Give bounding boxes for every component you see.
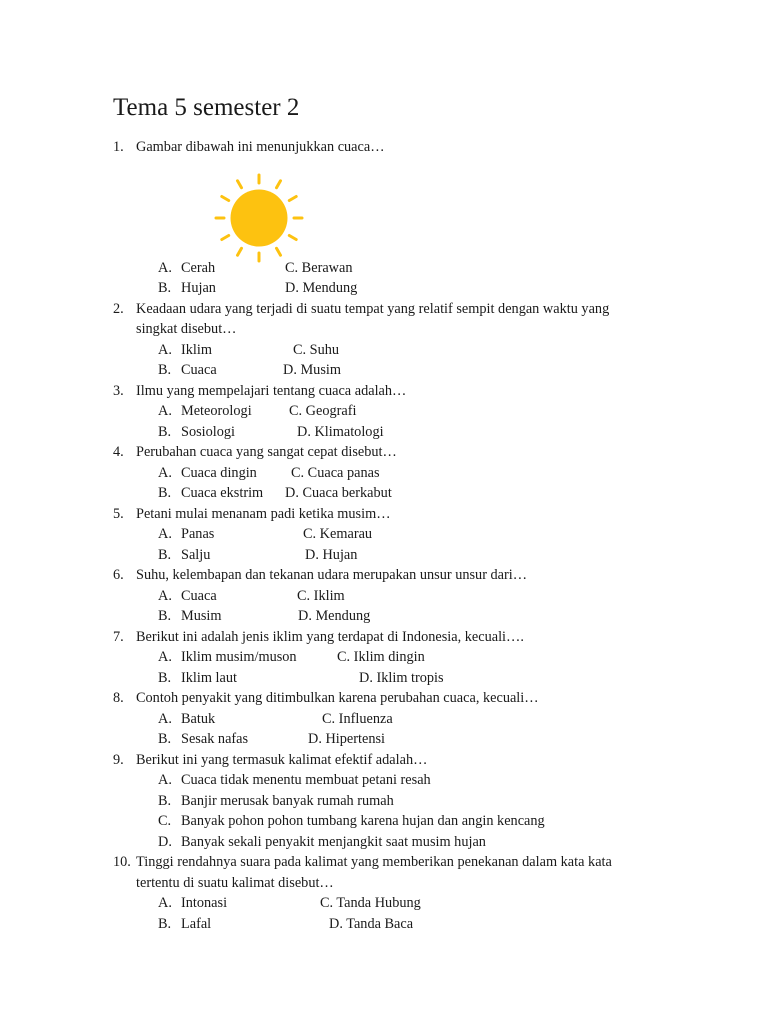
- question-7: [0, 627, 768, 648]
- option-text: D. Mendung: [285, 280, 358, 296]
- option-row: [0, 278, 768, 299]
- question-text: singkat disebut…: [136, 321, 237, 337]
- option-letter: B.: [158, 669, 172, 686]
- option-row: [0, 524, 768, 545]
- option-letter: A.: [158, 895, 172, 911]
- question-text: Berikut ini adalah jenis iklim yang terdapat di Indonesia, kecuali….: [136, 628, 524, 645]
- question-1: [0, 137, 768, 158]
- question-number: 7.: [113, 628, 124, 645]
- option-row: [0, 545, 768, 566]
- option-row: [0, 422, 768, 443]
- question-text: Berikut ini yang termasuk kalimat efektif adalah…: [136, 751, 428, 768]
- option-text: Cuaca: [181, 362, 217, 378]
- question-text-continued: [0, 873, 768, 894]
- question-number: 9.: [113, 751, 124, 768]
- page-title: Tema 5 semester 2: [113, 94, 300, 121]
- option-row: [0, 401, 768, 422]
- question-8: [0, 688, 768, 709]
- option-letter: A.: [158, 772, 172, 788]
- option-text: Batuk: [181, 710, 216, 727]
- option-text: D. Musim: [283, 362, 341, 378]
- option-letter: B.: [158, 485, 172, 501]
- option-row: [0, 709, 768, 730]
- option-row: [0, 770, 768, 791]
- option-letter: A.: [158, 587, 172, 604]
- option-text: Hujan: [181, 280, 216, 296]
- option-letter: B.: [158, 423, 172, 440]
- option-text: Iklim: [181, 341, 212, 358]
- option-text: D. Tanda Baca: [329, 915, 414, 932]
- question-text: Gambar dibawah ini menunjukkan cuaca…: [136, 139, 385, 155]
- option-row: [0, 668, 768, 689]
- option-letter: D.: [158, 833, 172, 850]
- option-letter: B.: [158, 608, 172, 624]
- option-text: D. Cuaca berkabut: [285, 485, 392, 501]
- option-text: Salju: [181, 546, 211, 563]
- option-text: C. Berawan: [285, 259, 353, 276]
- option-row: [0, 483, 768, 504]
- option-text: D. Iklim tropis: [359, 669, 444, 686]
- question-2: [0, 299, 768, 320]
- question-4: [0, 442, 768, 463]
- option-text: Banjir merusak banyak rumah rumah: [181, 792, 394, 809]
- question-number: 4.: [113, 444, 124, 460]
- option-text: D. Hipertensi: [308, 731, 386, 747]
- option-text: C. Iklim dingin: [337, 649, 425, 665]
- option-letter: A.: [158, 710, 172, 727]
- question-5: [0, 504, 768, 525]
- question-number: 2.: [113, 300, 124, 317]
- option-text: Meteorologi: [181, 403, 252, 419]
- question-6: [0, 565, 768, 586]
- option-text: C. Kemarau: [303, 526, 373, 542]
- option-text: Sosiologi: [181, 423, 236, 440]
- option-text: Cuaca dingin: [181, 464, 257, 481]
- option-row: [0, 914, 768, 935]
- option-letter: A.: [158, 403, 172, 419]
- option-text: Intonasi: [181, 895, 228, 911]
- question-text-continued: [0, 319, 768, 340]
- option-text: Panas: [181, 526, 215, 542]
- option-text: Banyak sekali penyakit menjangkit saat musim hujan: [181, 833, 486, 850]
- question-text: Suhu, kelembapan dan tekanan udara merupakan unsur unsur dari…: [136, 567, 528, 583]
- question-number: 6.: [113, 567, 124, 583]
- option-row: [0, 258, 768, 279]
- option-row: [0, 647, 768, 668]
- quiz-list: [0, 137, 768, 934]
- option-text: C. Influenza: [322, 710, 393, 727]
- option-row: [0, 586, 768, 607]
- option-letter: B.: [158, 546, 172, 563]
- option-letter: B.: [158, 731, 172, 747]
- option-text: C. Suhu: [293, 341, 340, 358]
- option-row: [0, 811, 768, 832]
- option-row: [0, 340, 768, 361]
- option-row: [0, 832, 768, 853]
- option-letter: B.: [158, 792, 172, 809]
- question-text: Perubahan cuaca yang sangat cepat disebut…: [136, 444, 397, 460]
- option-row: [0, 360, 768, 381]
- option-letter: A.: [158, 526, 172, 542]
- option-text: Cuaca: [181, 587, 217, 604]
- question-1-image: [0, 158, 768, 258]
- option-letter: B.: [158, 915, 172, 932]
- option-text: D. Klimatologi: [297, 423, 384, 440]
- option-text: Banyak pohon pohon tumbang karena hujan dan angin kencang: [181, 813, 545, 829]
- option-text: Lafal: [181, 915, 212, 932]
- option-text: C. Geografi: [289, 403, 357, 419]
- option-text: C. Iklim: [297, 587, 345, 604]
- option-letter: C.: [158, 813, 172, 829]
- option-text: D. Mendung: [298, 608, 371, 624]
- option-text: C. Cuaca panas: [291, 464, 380, 481]
- option-letter: A.: [158, 341, 172, 358]
- question-9: [0, 750, 768, 771]
- option-letter: B.: [158, 280, 172, 296]
- option-text: Cuaca tidak menentu membuat petani resah: [181, 772, 431, 788]
- question-text: Ilmu yang mempelajari tentang cuaca adalah…: [136, 382, 407, 399]
- option-row: [0, 893, 768, 914]
- option-text: Iklim laut: [181, 669, 237, 686]
- question-number: 10.: [113, 854, 131, 870]
- question-text: Keadaan udara yang terjadi di suatu tempat yang relatif sempit dengan waktu yang: [136, 300, 610, 317]
- question-number: 8.: [113, 690, 124, 706]
- sun-icon: [213, 172, 305, 264]
- option-text: C. Tanda Hubung: [320, 895, 421, 911]
- question-number: 3.: [113, 382, 124, 399]
- option-row: [0, 791, 768, 812]
- question-text: Contoh penyakit yang ditimbulkan karena perubahan cuaca, kecuali…: [136, 690, 539, 706]
- option-text: Sesak nafas: [181, 731, 249, 747]
- question-number: 1.: [113, 139, 124, 155]
- option-text: Cuaca ekstrim: [181, 485, 264, 501]
- option-letter: B.: [158, 362, 172, 378]
- question-3: [0, 381, 768, 402]
- option-row: [0, 463, 768, 484]
- question-text: tertentu di suatu kalimat disebut…: [136, 874, 334, 891]
- option-text: Musim: [181, 608, 222, 624]
- option-letter: A.: [158, 259, 172, 276]
- question-text: Tinggi rendahnya suara pada kalimat yang memberikan penekanan dalam kata kata: [136, 854, 612, 870]
- question-text: Petani mulai menanam padi ketika musim…: [136, 505, 391, 522]
- option-letter: A.: [158, 464, 172, 481]
- question-10: [0, 852, 768, 873]
- question-number: 5.: [113, 505, 124, 522]
- option-letter: A.: [158, 649, 172, 665]
- option-text: D. Hujan: [305, 546, 358, 563]
- option-text: Cerah: [181, 259, 216, 276]
- option-row: [0, 606, 768, 627]
- option-row: [0, 729, 768, 750]
- option-text: Iklim musim/muson: [181, 649, 297, 665]
